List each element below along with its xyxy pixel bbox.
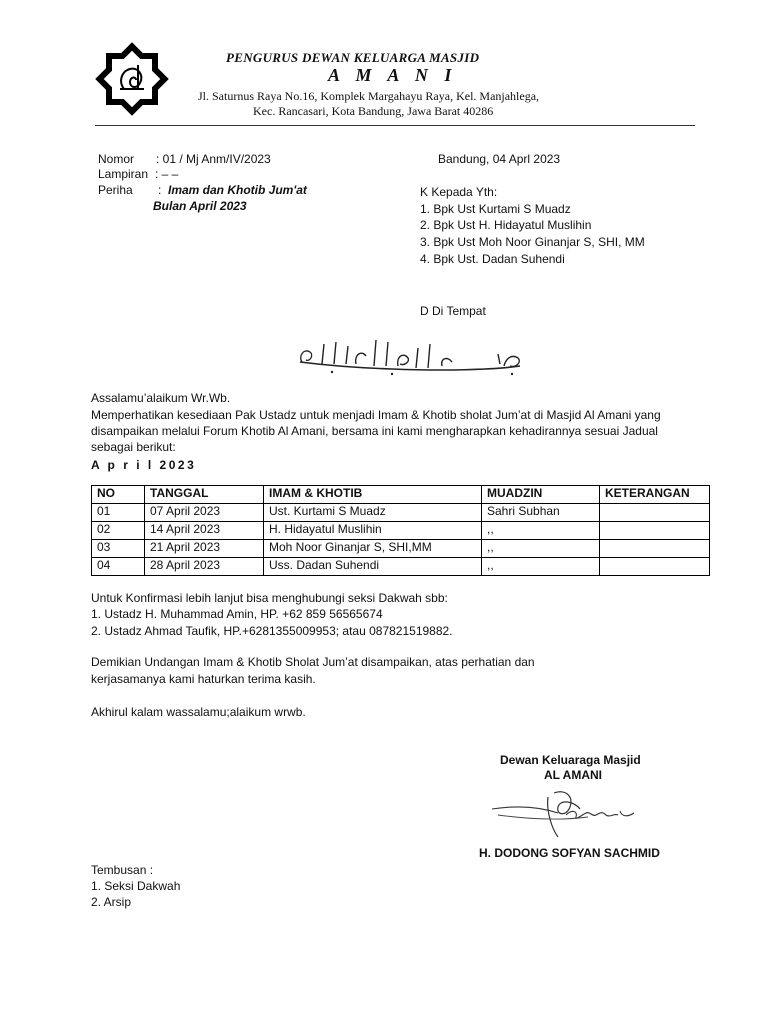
lampiran-value: : – –: [155, 167, 179, 181]
schedule-month-title: A p r i l 2023: [91, 458, 197, 472]
body-line: disampaikan melalui Forum Khotib Al Amani, bersama ini kami mengharapkan kehadirannya sesuai Jadual: [91, 424, 658, 438]
tembusan-label: Tembusan :: [91, 863, 154, 877]
signature-org-line-2: AL AMANI: [544, 768, 602, 782]
col-header-keterangan: KETERANGAN: [600, 486, 710, 504]
cell-imam-khotib: Ust. Kurtami S Muadz: [264, 504, 482, 522]
cell-tanggal: 07 April 2023: [145, 504, 264, 522]
cell-imam-khotib: Moh Noor Ginanjar S, SHI,MM: [264, 540, 482, 558]
perihal-label: Periha: [98, 183, 133, 197]
body-line: sebagai berikut:: [91, 440, 176, 454]
schedule-table: [91, 485, 710, 576]
basmalah-calligraphy-icon: [292, 336, 524, 378]
cell-muadzin: ,,: [482, 558, 600, 576]
nomor-value: : 01 / Mj Anm/IV/2023: [156, 152, 271, 166]
signature-org-line-1: Dewan Keluaraga Masjid: [500, 753, 641, 767]
recipient-item: 1. Bpk Ust Kurtami S Muadz: [420, 202, 571, 216]
address-line-2: Kec. Rancasari, Kota Bandung, Jawa Barat 40286: [253, 104, 494, 118]
table-row: [92, 558, 710, 576]
cell-no: 01: [92, 504, 145, 522]
cell-no: 03: [92, 540, 145, 558]
table-header-row: [92, 486, 710, 504]
address-line-1: Jl. Saturnus Raya No.16, Komplek Margahayu Raya, Kel. Manjahlega,: [198, 89, 540, 103]
cell-tanggal: 21 April 2023: [145, 540, 264, 558]
perihal-value-line-2: Bulan April 2023: [153, 199, 247, 213]
cell-no: 04: [92, 558, 145, 576]
signatory-name: H. DODONG SOFYAN SACHMID: [479, 846, 660, 860]
di-tempat: D Di Tempat: [420, 304, 486, 318]
table-row: [92, 522, 710, 540]
org-name: A M A N I: [328, 65, 458, 85]
cell-no: 02: [92, 522, 145, 540]
table-row: [92, 540, 710, 558]
konfirmasi-contact: 1. Ustadz H. Muhammad Amin, HP. +62 859 56565674: [91, 607, 383, 621]
closing-line: kerjasamanya kami haturkan terima kasih.: [91, 672, 316, 686]
handwritten-signature-icon: [488, 785, 663, 843]
cell-keterangan: [600, 540, 710, 558]
col-header-muadzin: MUADZIN: [482, 486, 600, 504]
recipient-item: 2. Bpk Ust H. Hidayatul Muslihin: [420, 218, 592, 232]
recipients-heading: K Kepada Yth:: [420, 185, 498, 199]
col-header-imam-khotib: IMAM & KHOTIB: [264, 486, 482, 504]
col-header-tanggal: TANGGAL: [145, 486, 264, 504]
closing-line: Demikian Undangan Imam & Khotib Sholat Jum’at disampaikan, atas perhatian dan: [91, 655, 535, 669]
recipient-item: 3. Bpk Ust Moh Noor Ginanjar S, SHI, MM: [420, 235, 645, 249]
body-line: Memperhatikan kesediaan Pak Ustadz untuk menjadi Imam & Khotib sholat Jum’at di Masjid Al Amani yang: [91, 408, 661, 422]
tembusan-item: 2. Arsip: [91, 895, 132, 909]
tembusan-item: 1. Seksi Dakwah: [91, 879, 181, 893]
cell-keterangan: [600, 504, 710, 522]
place-date: Bandung, 04 Aprl 2023: [438, 152, 561, 166]
recipient-item: 4. Bpk Ust. Dadan Suhendi: [420, 252, 565, 266]
cell-tanggal: 14 April 2023: [145, 522, 264, 540]
konfirmasi-contact: 2. Ustadz Ahmad Taufik, HP.+6281355009953; atau 087821519882.: [91, 624, 453, 638]
cell-keterangan: [600, 558, 710, 576]
cell-muadzin: ,,: [482, 540, 600, 558]
table-row: [92, 504, 710, 522]
cell-tanggal: 28 April 2023: [145, 558, 264, 576]
cell-muadzin: ,,: [482, 522, 600, 540]
greeting: Assalamu’alaikum Wr.Wb.: [91, 391, 231, 405]
cell-imam-khotib: Uss. Dadan Suhendi: [264, 558, 482, 576]
cell-keterangan: [600, 522, 710, 540]
perihal-colon: :: [158, 183, 162, 197]
nomor-label: Nomor: [98, 152, 135, 166]
org-header-line: PENGURUS DEWAN KELUARGA MASJID: [226, 50, 480, 65]
perihal-value-line-1: Imam dan Khotib Jum'at: [168, 183, 307, 197]
cell-muadzin: Sahri Subhan: [482, 504, 600, 522]
wassalam-line: Akhirul kalam wassalamu;alaikum wrwb.: [91, 705, 306, 719]
lampiran-label: Lampiran: [98, 167, 149, 181]
konfirmasi-intro: Untuk Konfirmasi lebih lanjut bisa menghubungi seksi Dakwah sbb:: [91, 591, 448, 605]
mosque-logo-icon: [95, 42, 169, 116]
letterhead-divider: [95, 125, 695, 126]
col-header-no: NO: [92, 486, 145, 504]
cell-imam-khotib: H. Hidayatul Muslihin: [264, 522, 482, 540]
